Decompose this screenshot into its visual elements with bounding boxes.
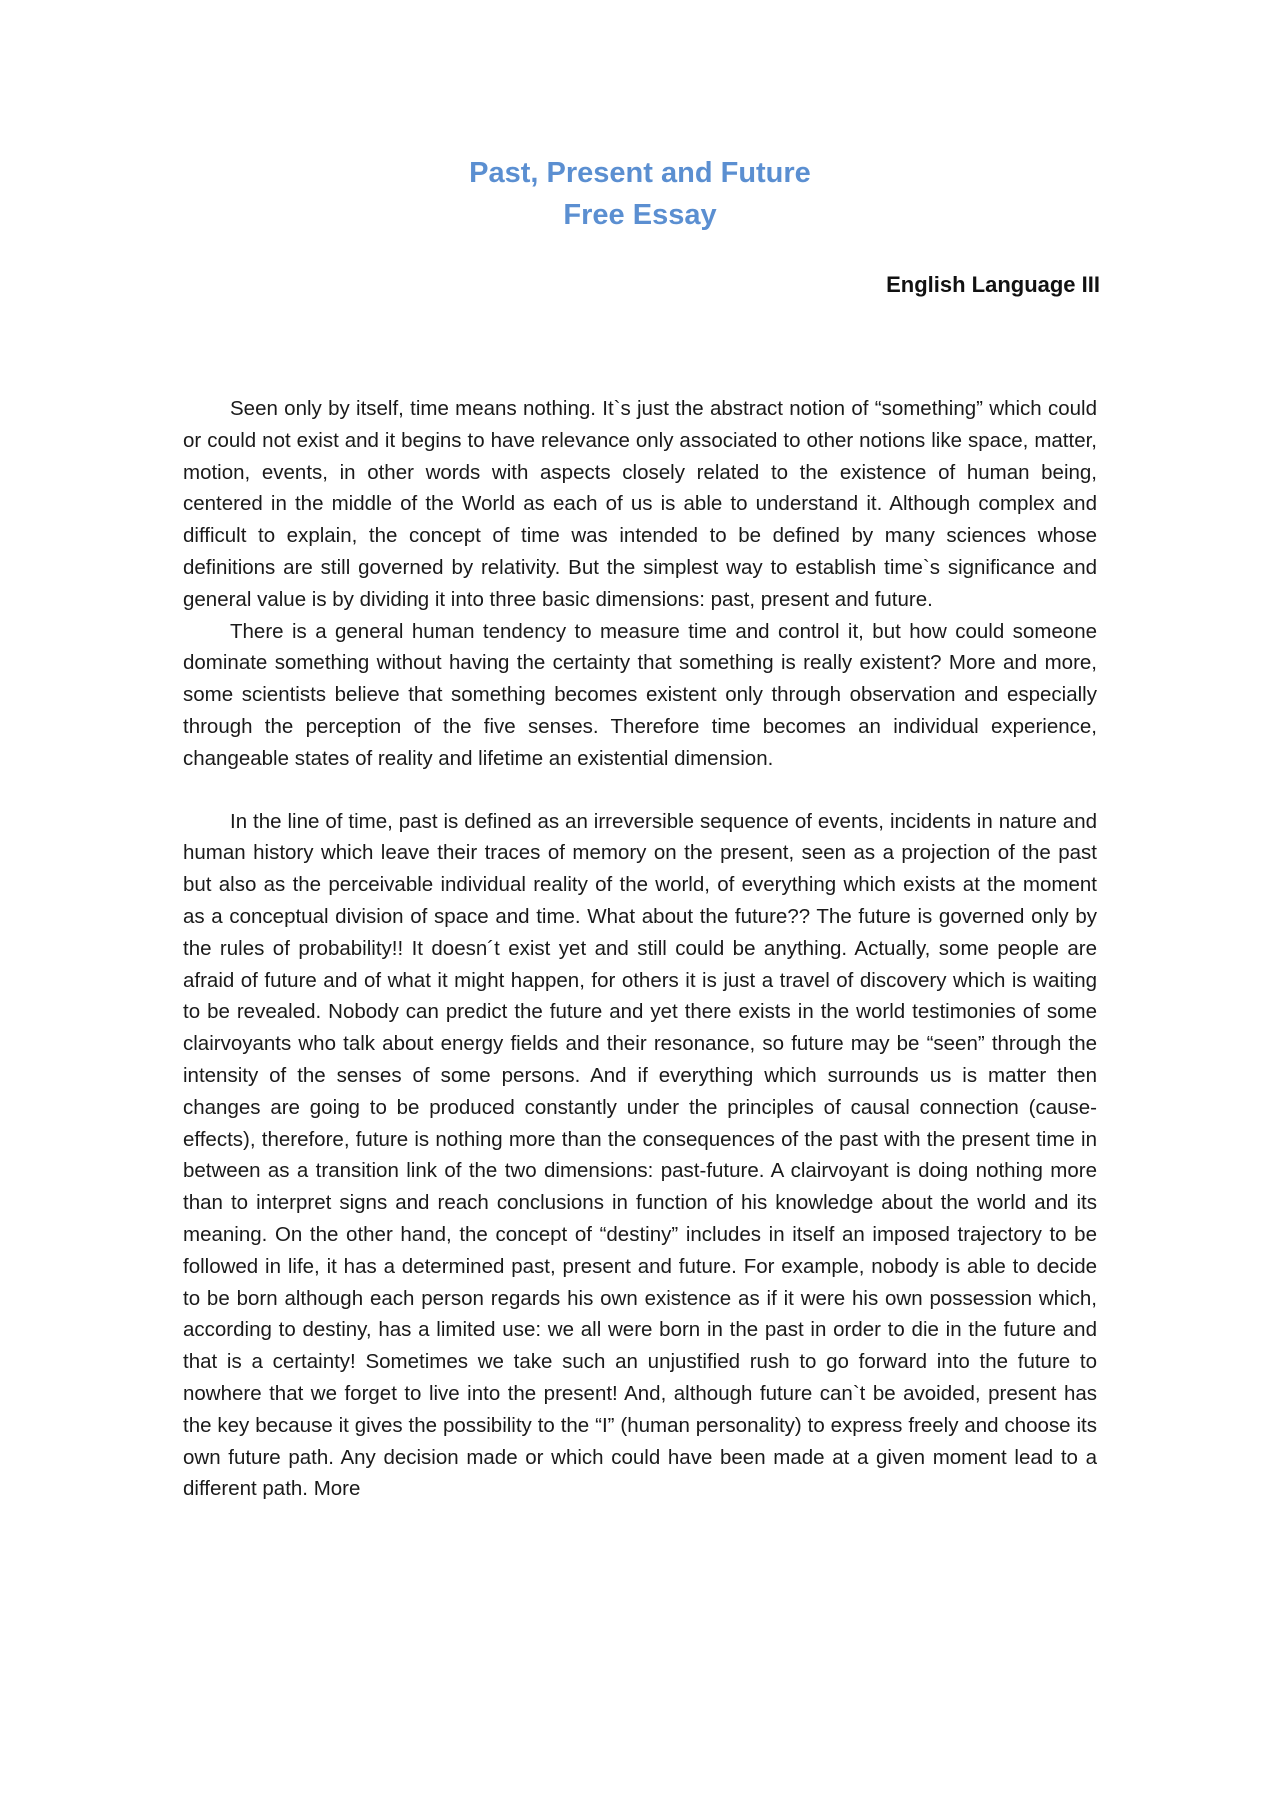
essay-title bbox=[0, 152, 1280, 236]
paragraph-1: Seen only by itself, time means nothing. It`s just the abstract notion of “something” which could or could not exist and it begins to have relevance only associated to other notions like space, matter, motion, events, in other words with aspects closely related to the existence of human being, centered in the middle of the World as each of us is able to understand it. Although complex and difficult to explain, the concept of time was intended to be defined by many sciences whose definitions are still governed by relativity. But the simplest way to establish time`s significance and general value is by dividing it into three basic dimensions: past, present and future. bbox=[183, 397, 1097, 611]
title-line-1: Past, Present and Future bbox=[469, 157, 811, 189]
essay-body bbox=[183, 393, 1097, 1505]
paragraph-3: In the line of time, past is defined as an irreversible sequence of events, incidents in nature and human history which leave their traces of memory on the present, seen as a projection of the past but also as the perceivable individual reality of the world, of everything which exists at the moment as a conceptual division of space and time. What about the future?? The future is governed only by the rules of probability!! It doesn´t exist yet and still could be anything. Actually, some people are afraid of future and of what it might happen, for others it is just a travel of discovery which is waiting to be revealed. Nobody can predict the future and yet there exists in the world testimonies of some clairvoyants who talk about energy fields and their resonance, so future may be “seen” through the intensity of the senses of some persons. And if everything which surrounds us is matter then changes are going to be produced constantly under the principles of causal connection (cause-effects), therefore, future is nothing more than the consequences of the past with the present time in between as a transition link of the two dimensions: past-future. A clairvoyant is doing nothing more than to interpret signs and reach conclusions in function of his knowledge about the world and its meaning. On the other hand, the concept of “destiny” includes in itself an imposed trajectory to be followed in life, it has a determined past, present and future. For example, nobody is able to decide to be born although each person regards his own existence as if it were his own possession which, according to destiny, has a limited use: we all were born in the past in order to die in the future and that is a certainty! Sometimes we take such an unjustified rush to go forward into the future to nowhere that we forget to live into the present! And, although future can`t be avoided, present has the key because it gives the possibility to the “I” (human personality) to express freely and choose its own future path. Any decision made or which could have been made at a given moment lead to a different path. More bbox=[183, 809, 1097, 1501]
paragraph-spacer bbox=[183, 775, 1097, 806]
paragraph-2: There is a general human tendency to measure time and control it, but how could someone dominate something without having the certainty that something is really existent? More and more, some scientists believe that something becomes existent only through observation and especially through the perception of the five senses. Therefore time becomes an individual experience, changeable states of reality and lifetime an existential dimension. bbox=[183, 619, 1097, 770]
title-line-2: Free Essay bbox=[563, 199, 717, 231]
course-label: English Language III bbox=[886, 272, 1100, 297]
